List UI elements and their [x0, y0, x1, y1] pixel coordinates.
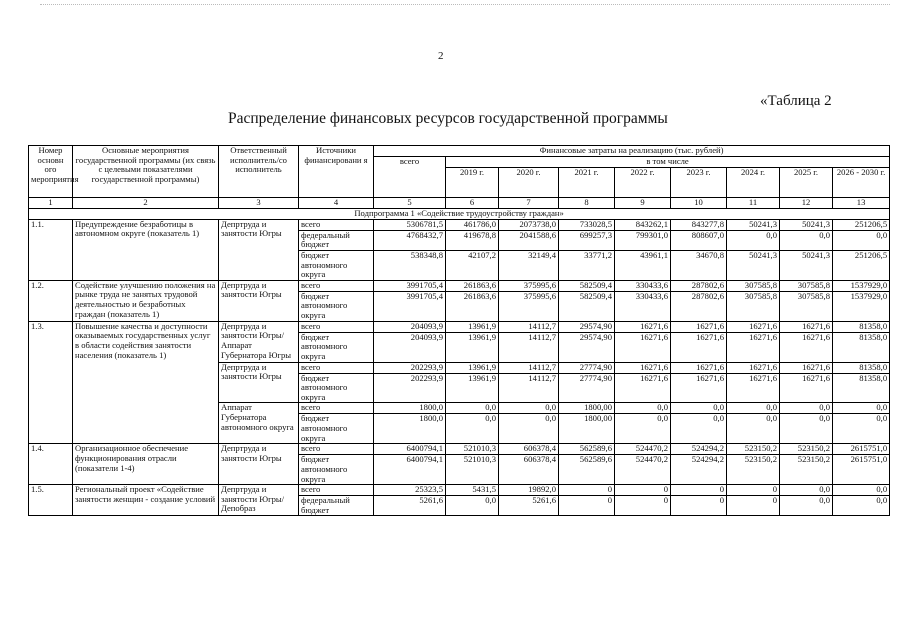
amount-cell: 0,0 [780, 496, 833, 516]
amount-cell: 19892,0 [499, 485, 559, 496]
amount-cell: 0 [559, 485, 615, 496]
amount-cell: 13961,9 [446, 321, 499, 332]
amount-cell: 6400794,1 [374, 455, 446, 485]
amount-cell: 0,0 [499, 403, 559, 414]
amount-cell: 307585,8 [780, 280, 833, 291]
amount-cell: 81358,0 [833, 321, 890, 332]
funding-source: федеральный бюджет [299, 496, 374, 516]
header-year: 2019 г. [446, 168, 499, 198]
amount-cell: 16271,6 [615, 362, 671, 373]
amount-cell: 307585,8 [727, 291, 780, 321]
responsible-executor: Депртруда и занятости Югры [219, 362, 299, 403]
amount-cell: 0 [559, 496, 615, 516]
amount-cell: 287802,6 [671, 280, 727, 291]
scan-artifact-dots [40, 4, 890, 8]
header-total: всего [374, 157, 446, 198]
amount-cell: 50241,3 [727, 219, 780, 230]
amount-cell: 1537929,0 [833, 291, 890, 321]
column-number: 7 [499, 198, 559, 209]
amount-cell: 202293,9 [374, 373, 446, 403]
amount-cell: 50241,3 [780, 219, 833, 230]
amount-cell: 5431,5 [446, 485, 499, 496]
amount-cell: 16271,6 [780, 332, 833, 362]
responsible-executor: Депртруда и занятости Югры [219, 219, 299, 280]
amount-cell: 204093,9 [374, 321, 446, 332]
amount-cell: 13961,9 [446, 332, 499, 362]
funding-source: федеральный бюджет [299, 230, 374, 250]
amount-cell: 0,0 [446, 496, 499, 516]
amount-cell: 799301,0 [615, 230, 671, 250]
amount-cell: 521010,3 [446, 455, 499, 485]
amount-cell: 13961,9 [446, 362, 499, 373]
column-number: 4 [299, 198, 374, 209]
amount-cell: 582509,4 [559, 280, 615, 291]
funding-source: бюджет автономного округа [299, 250, 374, 280]
amount-cell: 0 [727, 485, 780, 496]
funding-source: всего [299, 485, 374, 496]
amount-cell: 375995,6 [499, 280, 559, 291]
header-costs: Финансовые затраты на реализацию (тыс. рублей) [374, 146, 890, 157]
activity-name: Организационное обеспечение функционирования отрасли (показатели 1-4) [73, 444, 219, 485]
amount-cell: 27774,90 [559, 362, 615, 373]
amount-cell: 562589,6 [559, 455, 615, 485]
amount-cell: 524470,2 [615, 444, 671, 455]
amount-cell: 0,0 [671, 414, 727, 444]
responsible-executor: Депртруда и занятости Югры [219, 280, 299, 321]
amount-cell: 16271,6 [615, 321, 671, 332]
funding-source: всего [299, 403, 374, 414]
amount-cell: 606378,4 [499, 444, 559, 455]
amount-cell: 0,0 [833, 485, 890, 496]
activity-number: 1.2. [29, 280, 73, 321]
amount-cell: 50241,3 [727, 250, 780, 280]
activity-number: 1.5. [29, 485, 73, 516]
amount-cell: 81358,0 [833, 362, 890, 373]
amount-cell: 843262,1 [615, 219, 671, 230]
funding-source: всего [299, 444, 374, 455]
amount-cell: 16271,6 [780, 362, 833, 373]
header-incl: в том числе [446, 157, 890, 168]
table-reference: «Таблица 2 [760, 93, 832, 109]
amount-cell: 0,0 [727, 230, 780, 250]
amount-cell: 1800,00 [559, 414, 615, 444]
header-responsible: Ответственный исполнитель/со исполнитель [219, 146, 299, 198]
amount-cell: 419678,8 [446, 230, 499, 250]
funding-source: всего [299, 280, 374, 291]
amount-cell: 27774,90 [559, 373, 615, 403]
amount-cell: 251206,5 [833, 250, 890, 280]
responsible-executor: Депртруда и занятости Югры/ Аппарат Губернатора Югры [219, 321, 299, 362]
amount-cell: 330433,6 [615, 280, 671, 291]
amount-cell: 16271,6 [671, 362, 727, 373]
amount-cell: 81358,0 [833, 373, 890, 403]
amount-cell: 261863,6 [446, 291, 499, 321]
amount-cell: 0,0 [446, 403, 499, 414]
column-number: 1 [29, 198, 73, 209]
column-number: 12 [780, 198, 833, 209]
amount-cell: 42107,2 [446, 250, 499, 280]
amount-cell: 16271,6 [671, 373, 727, 403]
amount-cell: 0,0 [499, 414, 559, 444]
table-row [29, 485, 890, 496]
amount-cell: 524470,2 [615, 455, 671, 485]
header-year: 2025 г. [780, 168, 833, 198]
amount-cell: 2073738,0 [499, 219, 559, 230]
header-activities: Основные мероприятия государственной программы (их связь с целевыми показателями государственной программы) [73, 146, 219, 198]
amount-cell: 1800,0 [374, 403, 446, 414]
amount-cell: 43961,1 [615, 250, 671, 280]
column-number: 6 [446, 198, 499, 209]
amount-cell: 16271,6 [671, 321, 727, 332]
amount-cell: 16271,6 [727, 373, 780, 403]
finance-table [28, 145, 890, 516]
activity-name: Региональный проект «Содействие занятости женщин - создание условий [73, 485, 219, 516]
activity-name: Повышение качества и доступности оказываемых государственных услуг в области содействия занятости населения (показатель 1) [73, 321, 219, 444]
amount-cell: 808607,0 [671, 230, 727, 250]
column-number: 5 [374, 198, 446, 209]
column-number: 8 [559, 198, 615, 209]
amount-cell: 5261,6 [374, 496, 446, 516]
amount-cell: 375995,6 [499, 291, 559, 321]
funding-source: бюджет автономного округа [299, 332, 374, 362]
amount-cell: 843277,8 [671, 219, 727, 230]
amount-cell: 16271,6 [727, 332, 780, 362]
column-number: 2 [73, 198, 219, 209]
header-year: 2021 г. [559, 168, 615, 198]
header-year: 2023 г. [671, 168, 727, 198]
responsible-executor: Депртруда и занятости Югры [219, 444, 299, 485]
amount-cell: 34670,8 [671, 250, 727, 280]
amount-cell: 0,0 [615, 414, 671, 444]
amount-cell: 29574,90 [559, 321, 615, 332]
amount-cell: 0 [671, 496, 727, 516]
header-year: 2024 г. [727, 168, 780, 198]
amount-cell: 562589,6 [559, 444, 615, 455]
amount-cell: 5306781,5 [374, 219, 446, 230]
amount-cell: 0,0 [780, 230, 833, 250]
column-number: 11 [727, 198, 780, 209]
amount-cell: 5261,6 [499, 496, 559, 516]
amount-cell: 0,0 [727, 403, 780, 414]
amount-cell: 2615751,0 [833, 455, 890, 485]
funding-source: бюджет автономного округа [299, 455, 374, 485]
amount-cell: 81358,0 [833, 332, 890, 362]
header-num: Номер основн ого мероприятия [29, 146, 73, 198]
amount-cell: 1800,0 [374, 414, 446, 444]
amount-cell: 307585,8 [727, 280, 780, 291]
amount-cell: 14112,7 [499, 321, 559, 332]
column-number: 13 [833, 198, 890, 209]
amount-cell: 2041588,6 [499, 230, 559, 250]
amount-cell: 0,0 [833, 414, 890, 444]
amount-cell: 16271,6 [780, 373, 833, 403]
amount-cell: 0,0 [615, 403, 671, 414]
activity-name: Предупреждение безработицы в автономном округе (показатель 1) [73, 219, 219, 280]
amount-cell: 733028,5 [559, 219, 615, 230]
amount-cell: 0,0 [446, 414, 499, 444]
amount-cell: 0 [671, 485, 727, 496]
amount-cell: 3991705,4 [374, 280, 446, 291]
table-row [29, 219, 890, 230]
amount-cell: 287802,6 [671, 291, 727, 321]
amount-cell: 0,0 [780, 403, 833, 414]
header-year: 2022 г. [615, 168, 671, 198]
amount-cell: 0,0 [780, 414, 833, 444]
amount-cell: 523150,2 [780, 455, 833, 485]
amount-cell: 582509,4 [559, 291, 615, 321]
amount-cell: 16271,6 [727, 321, 780, 332]
amount-cell: 0,0 [833, 496, 890, 516]
amount-cell: 523150,2 [727, 455, 780, 485]
amount-cell: 14112,7 [499, 362, 559, 373]
header-year: 2020 г. [499, 168, 559, 198]
table-row [29, 444, 890, 455]
table-row [29, 321, 890, 332]
amount-cell: 14112,7 [499, 332, 559, 362]
amount-cell: 606378,4 [499, 455, 559, 485]
amount-cell: 251206,5 [833, 219, 890, 230]
activity-number: 1.1. [29, 219, 73, 280]
activity-number: 1.3. [29, 321, 73, 444]
activity-number: 1.4. [29, 444, 73, 485]
amount-cell: 3991705,4 [374, 291, 446, 321]
amount-cell: 699257,3 [559, 230, 615, 250]
amount-cell: 16271,6 [615, 332, 671, 362]
subprogram-title: Подпрограмма 1 «Содействие трудоустройству граждан» [29, 208, 890, 219]
funding-source: бюджет автономного округа [299, 414, 374, 444]
amount-cell: 0,0 [833, 230, 890, 250]
amount-cell: 33771,2 [559, 250, 615, 280]
amount-cell: 204093,9 [374, 332, 446, 362]
amount-cell: 0,0 [833, 403, 890, 414]
column-number: 3 [219, 198, 299, 209]
amount-cell: 16271,6 [671, 332, 727, 362]
responsible-executor: Аппарат Губернатора автономного округа [219, 403, 299, 444]
funding-source: бюджет автономного округа [299, 291, 374, 321]
amount-cell: 523150,2 [727, 444, 780, 455]
funding-source: всего [299, 219, 374, 230]
column-number: 10 [671, 198, 727, 209]
amount-cell: 4768432,7 [374, 230, 446, 250]
amount-cell: 524294,2 [671, 455, 727, 485]
page-number: 2 [438, 50, 444, 62]
amount-cell: 461786,0 [446, 219, 499, 230]
amount-cell: 14112,7 [499, 373, 559, 403]
amount-cell: 330433,6 [615, 291, 671, 321]
amount-cell: 202293,9 [374, 362, 446, 373]
amount-cell: 16271,6 [615, 373, 671, 403]
header-sources: Источники финансировани я [299, 146, 374, 198]
amount-cell: 521010,3 [446, 444, 499, 455]
page-title: Распределение финансовых ресурсов государственной программы [228, 110, 668, 127]
funding-source: всего [299, 321, 374, 332]
amount-cell: 0 [615, 485, 671, 496]
amount-cell: 524294,2 [671, 444, 727, 455]
funding-source: бюджет автономного округа [299, 373, 374, 403]
amount-cell: 307585,8 [780, 291, 833, 321]
amount-cell: 25323,5 [374, 485, 446, 496]
amount-cell: 13961,9 [446, 373, 499, 403]
amount-cell: 0,0 [780, 485, 833, 496]
amount-cell: 16271,6 [727, 362, 780, 373]
amount-cell: 16271,6 [780, 321, 833, 332]
column-number: 9 [615, 198, 671, 209]
amount-cell: 32149,4 [499, 250, 559, 280]
amount-cell: 1800,00 [559, 403, 615, 414]
amount-cell: 0,0 [727, 414, 780, 444]
amount-cell: 1537929,0 [833, 280, 890, 291]
amount-cell: 6400794,1 [374, 444, 446, 455]
funding-source: всего [299, 362, 374, 373]
amount-cell: 29574,90 [559, 332, 615, 362]
amount-cell: 0,0 [671, 403, 727, 414]
table-row [29, 280, 890, 291]
header-year: 2026 - 2030 г. [833, 168, 890, 198]
amount-cell: 50241,3 [780, 250, 833, 280]
amount-cell: 0 [615, 496, 671, 516]
amount-cell: 0 [727, 496, 780, 516]
amount-cell: 2615751,0 [833, 444, 890, 455]
activity-name: Содействие улучшению положения на рынке труда не занятых трудовой деятельностью и безработных граждан (показатель 1) [73, 280, 219, 321]
responsible-executor: Депртруда и занятости Югры/Депобраз [219, 485, 299, 516]
amount-cell: 261863,6 [446, 280, 499, 291]
amount-cell: 523150,2 [780, 444, 833, 455]
amount-cell: 538348,8 [374, 250, 446, 280]
